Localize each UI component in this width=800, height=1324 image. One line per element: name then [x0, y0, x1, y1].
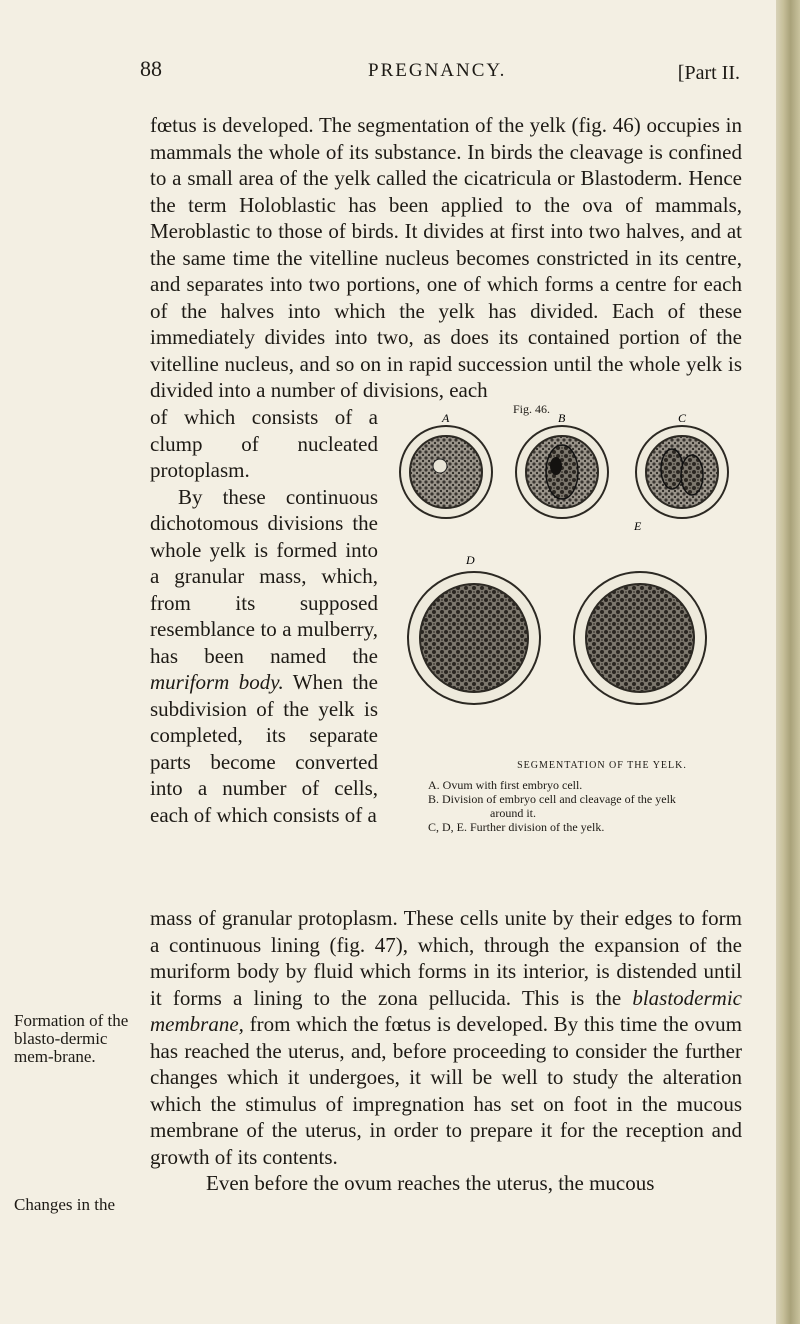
- wrap-paragraph: By these continuous dichotomous divisions the whole yelk is formed into a granular mass, which, from its supposed resemblance to a mulberry, has been named the muriform body. When the subdivision of the yelk is completed, its separate parts become converted into a number of cells, each of which consists of a: [150, 484, 378, 827]
- running-head: PREGNANCY.: [368, 60, 507, 81]
- figure-caption: SEGMENTATION OF THE YELK.: [517, 760, 687, 771]
- figure-letter-c: C: [678, 414, 687, 425]
- figure-legend: [428, 778, 748, 834]
- wrapped-text-column: [150, 404, 378, 828]
- figure-letter-a: A: [442, 414, 450, 425]
- figure-label: Fig. 46.: [513, 402, 551, 416]
- segmentation-illustration: [388, 414, 748, 759]
- figure-46: [388, 402, 748, 882]
- term-muriform: muriform body.: [150, 670, 284, 694]
- figure-letter-b: B: [558, 414, 566, 425]
- ovum-a: [400, 426, 492, 518]
- page-number: 88: [140, 56, 162, 81]
- paragraph-text: mass of granular protoplasm. These cells unite by their edges to form a continuous lining (fig. 47), which, through the expansion of the muriform body by fluid which forms in its interior, is distended until it forms a lining to the zona pellucida. This is the blastodermic membrane, from which the fœtus is developed. By this time the ovum has reached the uterus, and, before proceeding to consider the further changes which it undergoes, it will be well to study the alteration which the stimulus of impregnation has set on foot in the mucous membrane of the uterus, in order to prepare it for the reception and growth of its contents.: [150, 906, 742, 1169]
- legend-item: A. Ovum with first embryo cell.: [428, 778, 583, 792]
- ovum-b: [516, 426, 608, 518]
- wrap-line: of which consists of a clump of nucleated protoplasm.: [150, 405, 378, 482]
- page-edge: [776, 0, 800, 1324]
- body-paragraph-1: [150, 112, 742, 404]
- figure-letter-e: E: [634, 519, 642, 533]
- margin-note-formation: Formation of the blasto-dermic mem-brane.: [14, 1011, 129, 1066]
- legend-item: C, D, E. Further division of the yelk.: [428, 820, 605, 834]
- term-blastodermic: blastodermic membrane,: [150, 985, 742, 1036]
- figure-letter-d: D: [466, 553, 475, 567]
- paragraph-text: fœtus is developed. The segmentation of the yelk (fig. 46) occupies in mammals the whole of its substance. In birds the cleavage is confined to a small area of the yelk called the cicatricula or Blastoderm. Hence the term Holoblastic has been applied to the ova of mammals, Meroblastic to those of birds. It divides at first into two halves, and at the same time the vitelline nucleus becomes constricted in its centre, and separates into two portions, one of which forms a centre for each of the halves into which the yelk has divided. Each of these immediately divides into two, as does its contained portion of the vitelline nucleus, and so on in rapid succession until the whole yelk is divided into a number of divisions, each: [150, 113, 742, 402]
- ovum-c: [636, 426, 728, 518]
- ovum-d: [408, 572, 540, 704]
- ovum-e: [574, 572, 706, 704]
- part-label: [Part II.: [677, 62, 740, 84]
- page-header: [140, 56, 740, 86]
- paragraph-start: Even before the ovum reaches the uterus, the mucous: [206, 1171, 655, 1195]
- margin-note-changes: Changes in the: [14, 1195, 116, 1214]
- legend-item: around it.: [490, 806, 536, 820]
- body-paragraph-continued: [150, 905, 742, 1197]
- legend-item: B. Division of embryo cell and cleavage of the yelk: [428, 792, 676, 806]
